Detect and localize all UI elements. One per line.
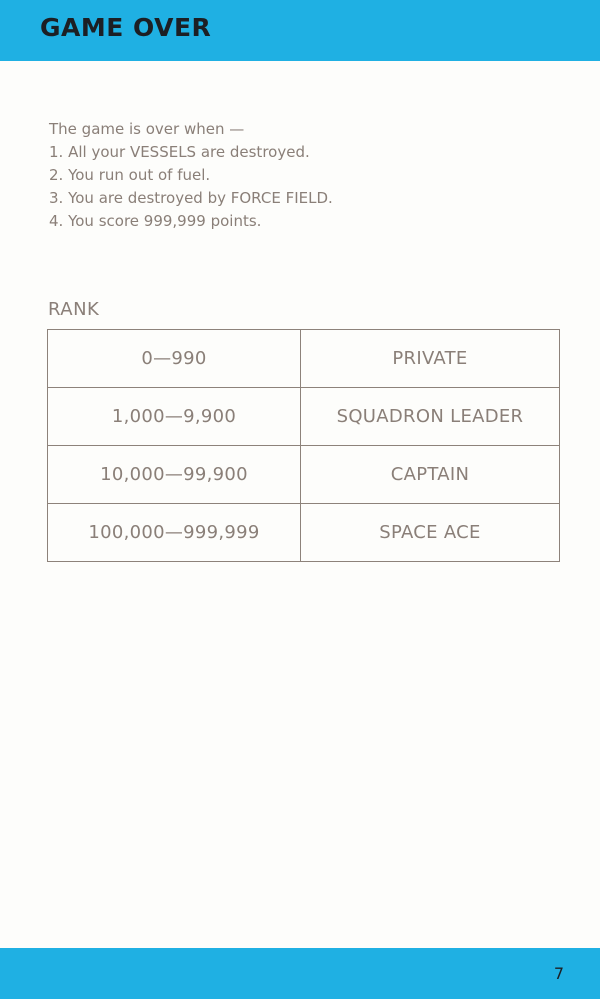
rank-title: SPACE ACE xyxy=(301,504,560,562)
header-banner xyxy=(0,0,600,61)
rule-item: 1. All your VESSELS are destroyed. xyxy=(49,143,310,161)
table-row xyxy=(48,504,560,562)
table-row xyxy=(48,330,560,388)
game-over-rules xyxy=(49,118,333,233)
rule-item: 3. You are destroyed by FORCE FIELD. xyxy=(49,189,333,207)
rank-title: PRIVATE xyxy=(301,330,560,388)
table-row xyxy=(48,388,560,446)
rank-heading: RANK xyxy=(48,299,100,320)
rank-score-range: 0—990 xyxy=(48,330,301,388)
rank-table xyxy=(47,329,560,562)
rule-item: 2. You run out of fuel. xyxy=(49,166,211,184)
rank-title: SQUADRON LEADER xyxy=(301,388,560,446)
page-title: GAME OVER xyxy=(40,13,212,42)
rules-intro: The game is over when — xyxy=(49,120,245,138)
rank-score-range: 1,000—9,900 xyxy=(48,388,301,446)
table-row xyxy=(48,446,560,504)
rank-title: CAPTAIN xyxy=(301,446,560,504)
rank-score-range: 10,000—99,900 xyxy=(48,446,301,504)
footer-banner xyxy=(0,948,600,999)
page-number: 7 xyxy=(553,964,564,983)
rule-item: 4. You score 999,999 points. xyxy=(49,212,262,230)
rank-score-range: 100,000—999,999 xyxy=(48,504,301,562)
